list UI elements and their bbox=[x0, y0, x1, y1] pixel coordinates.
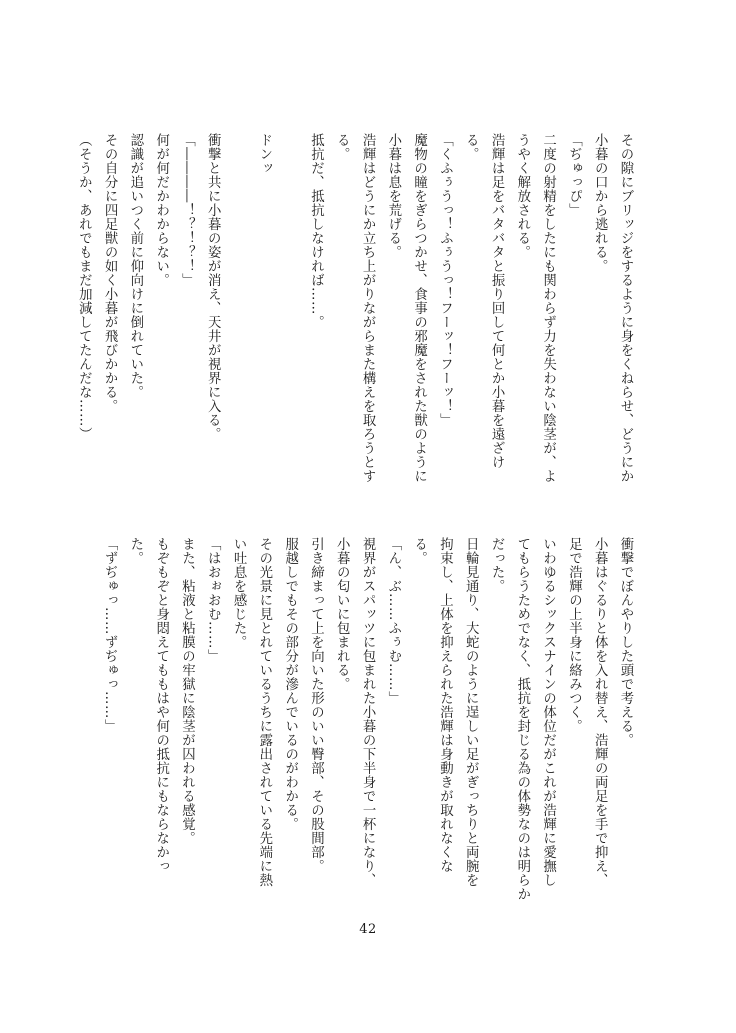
text-line: 二度の射精をしたにも関わらず力を失わない陰茎が、よ bbox=[540, 133, 556, 483]
text-line: てもらうためでなく、抵抗を封じる為の体勢なのは明らか bbox=[514, 537, 530, 901]
text-line: た。 bbox=[127, 537, 143, 565]
text-line: ドンッ bbox=[256, 133, 272, 175]
text-line: い吐息を感じた。 bbox=[231, 537, 247, 649]
text-line: 何が何だかわからない。 bbox=[153, 133, 169, 287]
text-block-bottom bbox=[96, 537, 638, 901]
text-line: る。 bbox=[334, 133, 350, 161]
text-line: 認識が追いつく前に仰向けに倒れていた。 bbox=[127, 133, 143, 399]
text-line: 足で浩輝の上半身に絡みつく。 bbox=[566, 537, 582, 733]
text-line: る。 bbox=[411, 537, 427, 565]
text-line: だった。 bbox=[489, 537, 505, 593]
text-line: 浩輝はどうにか立ち上がりながらまた構えを取ろうとす bbox=[360, 133, 376, 483]
text-line: （そうか、あれでもまだ加減してたんだな……） bbox=[76, 133, 92, 441]
text-line: 小暮の口から逃れる。 bbox=[592, 133, 608, 273]
text-line: 「はおぉおむ……」 bbox=[205, 537, 221, 663]
text-line: 日輪見通り、大蛇のように逞しい足がぎっちりと両腕を bbox=[463, 537, 479, 887]
text-line: 小暮は息を荒げる。 bbox=[385, 133, 401, 259]
text-line: その自分に四足獣の如く小暮が飛びかかる。 bbox=[102, 133, 118, 413]
text-line: 魔物の瞳をぎらつかせ、食事の邪魔をされた獣のように bbox=[411, 133, 427, 483]
text-line: 衝撃でぼんやりした頭で考える。 bbox=[618, 537, 633, 747]
text-line: また、粘液と粘膜の牢獄に陰茎が囚われる感覚。 bbox=[179, 537, 195, 845]
text-line: 小暮の匂いに包まれる。 bbox=[334, 537, 350, 691]
text-line: うやく解放される。 bbox=[514, 133, 530, 259]
text-line: 「ずぢゅっ……ずぢゅっ……」 bbox=[102, 537, 118, 733]
text-line: その光景に見とれているうちに露出されている先端に熱 bbox=[256, 537, 272, 887]
page-number: 42 bbox=[359, 922, 377, 937]
text-line: いわゆるシックスナインの体位だがこれが浩輝に愛撫し bbox=[540, 537, 556, 887]
text-line: その隙にブリッジをするように身をくねらせ、どうにか bbox=[618, 133, 633, 483]
text-line: 視界がスパッツに包まれた小暮の下半身で一杯になり、 bbox=[360, 537, 376, 887]
text-line: 服越しでもその部分が滲んでいるのがわかる。 bbox=[282, 537, 298, 831]
text-line: 「――――！？！？！」 bbox=[179, 133, 195, 287]
text-line: 拘束し、上体を抑えられた浩輝は身動きが取れなくな bbox=[437, 537, 453, 873]
text-line: 引き締まって上を向いた形のいい臀部、その股間部。 bbox=[308, 537, 324, 873]
text-line: 小暮はぐるりと体を入れ替え、浩輝の両足を手で抑え、 bbox=[592, 537, 608, 887]
text-line: 抵抗だ、抵抗しなければ……。 bbox=[308, 133, 324, 329]
text-line: 「くふぅうっ！ふぅうっ！フーッ！フーッ！」 bbox=[437, 133, 453, 427]
text-line: 「ん、ぶ……ふぅむ……」 bbox=[385, 537, 401, 705]
text-line: る。 bbox=[463, 133, 479, 161]
text-line: 「ぢゅっぴ」 bbox=[566, 133, 582, 217]
text-line: 浩輝は足をバタバタと振り回して何とか小暮を遠ざけ bbox=[489, 133, 505, 469]
text-block-top bbox=[70, 133, 638, 493]
text-line: もぞもぞと身悶えてももはや何の抵抗にもならなかっ bbox=[153, 537, 169, 873]
text-line: 衝撃と共に小暮の姿が消え、天井が視界に入る。 bbox=[205, 133, 221, 441]
